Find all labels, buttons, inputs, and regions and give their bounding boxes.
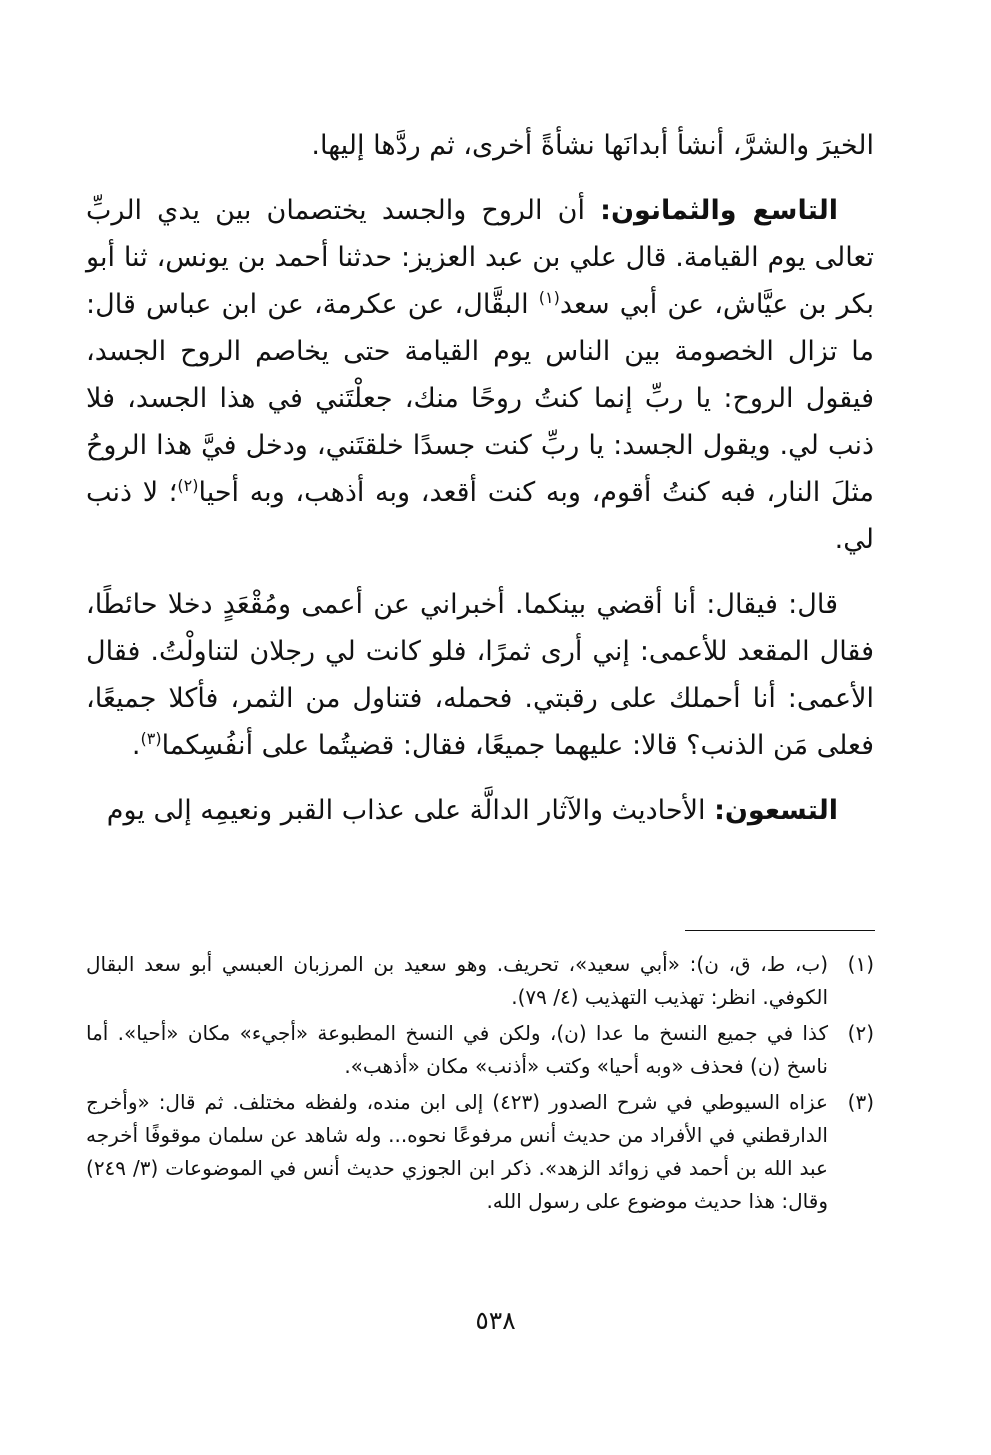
paragraph-text: الأحاديث والآثار الدالَّة على عذاب القبر ونعيمِه إلى يوم	[106, 795, 706, 826]
page-number: ٥٣٨	[475, 1306, 516, 1335]
footnote-number: (١)	[847, 952, 874, 976]
paragraph-continuation	[86, 122, 874, 169]
footnote-ref-2[interactable]: (٢)	[177, 476, 199, 495]
paragraph-eighty-ninth	[86, 187, 874, 563]
footnote-number: (٣)	[847, 1090, 874, 1114]
footnote-ref-1[interactable]: (١)	[538, 288, 560, 307]
paragraph-text: أن الروح والجسد يختصمان بين يدي الربِّ تعالى يوم القيامة. قال علي بن عبد العزيز: حدثنا أحمد بن يونس، ثنا أبو بكر بن عيَّاش، عن أبي سعد	[86, 195, 875, 320]
main-text	[86, 122, 874, 852]
paragraph-text: .	[131, 730, 141, 761]
section-heading-90: التسعون:	[714, 795, 838, 826]
footnote-divider	[685, 930, 875, 931]
footnote-1	[86, 948, 874, 1014]
footnote-text: كذا في جميع النسخ ما عدا (ن)، ولكن في النسخ المطبوعة «أجيء» مكان «أحيا». أما ناسخ (ن) فحذف «وبه أحيا» وكتب «أذنب» مكان «أذهب».	[86, 1021, 828, 1078]
paragraph-text: البقَّال، عن عكرمة، عن ابن عباس قال: ما تزال الخصومة بين الناس يوم القيامة حتى يخاصم الروح الجسد، فيقول الروح: يا ربِّ إنما كنتُ روحًا منك، جعلْتَني في هذا الجسد، فلا ذنب لي. ويقول الجسد: يا ربِّ كنت جسدًا خلقتَني، ودخل فيَّ هذا الروحُ مثلَ النار، فبه كنتُ أقوم، وبه كنت أقعد، وبه أذهب، وبه أحيا	[86, 289, 874, 508]
footnote-number: (٢)	[847, 1021, 874, 1045]
footnote-text: عزاه السيوطي في شرح الصدور (٤٢٣) إلى ابن منده، ولفظه مختلف. ثم قال: «وأخرج الدارقطني في الأفراد من حديث أنس مرفوعًا نحوه... وله شاهد عن سلمان موقوفًا أخرجه عبد الله بن أحمد في زوائد الزهد». ذكر ابن الجوزي حديث أنس في الموضوعات (٣/ ٢٤٩) وقال: هذا حديث موضوع على رسول الله.	[86, 1090, 828, 1213]
footnote-text: (ب، ط، ق، ن): «أبي سعيد»، تحريف. وهو سعيد بن المرزبان العبسي أبو سعد البقال الكوفي. انظر: تهذيب التهذيب (٤/ ٧٩).	[86, 952, 828, 1009]
footnotes-section	[86, 948, 874, 1221]
paragraph-text: قال: فيقال: أنا أقضي بينكما. أخبراني عن أعمى ومُقْعَدٍ دخلا حائطًا، فقال المقعد للأعمى: إني أرى ثمرًا، فلو كانت لي رجلان لتناولْتُ. فقال الأعمى: أنا أحملك على رقبتي. فحمله، فتناول من الثمر، فأكلا جميعًا، فعلى مَن الذنب؟ قالا: عليهما جميعًا، فقال: قضيتُما على أنفُسِكما	[86, 589, 874, 761]
paragraph-text: ؛ لا ذنب لي.	[86, 477, 874, 555]
paragraph-parable	[86, 581, 874, 769]
footnote-2	[86, 1017, 874, 1083]
section-heading-89: التاسع والثمانون:	[600, 195, 838, 226]
paragraph-ninetieth	[86, 787, 874, 834]
footnote-3	[86, 1086, 874, 1218]
footnote-ref-3[interactable]: (٣)	[140, 729, 162, 748]
continuation-text: الخيرَ والشرَّ، أنشأ أبدانَها نشأةً أخرى، ثم ردَّها إليها.	[311, 130, 874, 161]
